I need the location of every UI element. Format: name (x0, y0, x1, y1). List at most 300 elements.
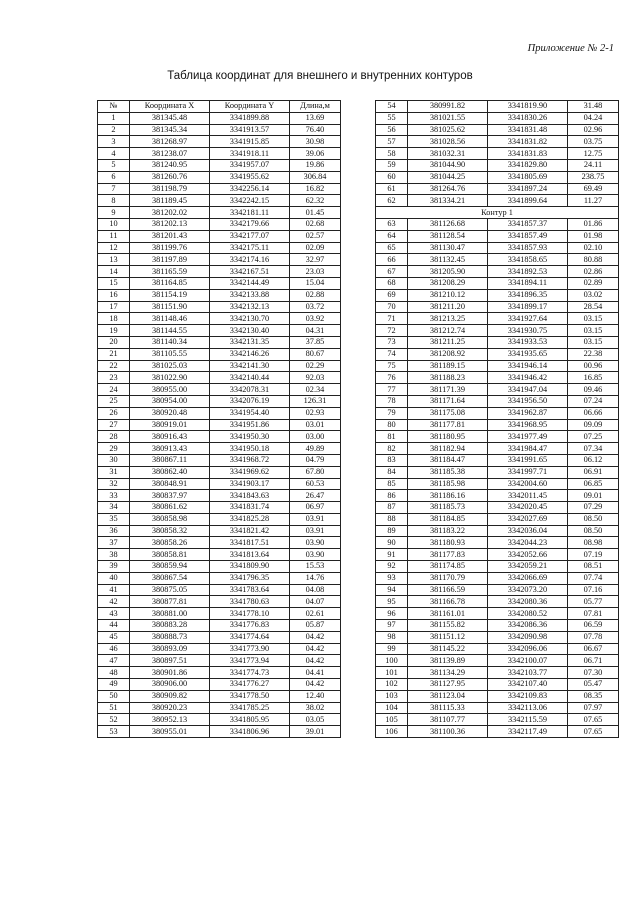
cell-number: 44 (98, 620, 130, 632)
cell-coord-x: 381115.33 (408, 702, 488, 714)
table-row (376, 714, 619, 726)
table-row (98, 207, 341, 219)
cell-length: 00.96 (568, 360, 619, 372)
cell-number: 39 (98, 561, 130, 573)
cell-length: 03.15 (568, 325, 619, 337)
table-row (376, 561, 619, 573)
cell-coord-x: 380991.82 (408, 101, 488, 113)
cell-length: 16.82 (290, 183, 341, 195)
table-row (376, 502, 619, 514)
cell-coord-y: 3341831.83 (488, 148, 568, 160)
cell-number: 88 (376, 513, 408, 525)
cell-coord-x: 381185.73 (408, 502, 488, 514)
cell-number: 27 (98, 419, 130, 431)
cell-length: 07.74 (568, 572, 619, 584)
cell-length: 04.31 (290, 325, 341, 337)
cell-coord-y: 3342073.20 (488, 584, 568, 596)
cell-length: 04.42 (290, 655, 341, 667)
cell-coord-y: 3341796.35 (210, 572, 290, 584)
cell-coord-x: 381021.55 (408, 112, 488, 124)
cell-coord-x: 381186.16 (408, 490, 488, 502)
cell-number: 49 (98, 679, 130, 691)
cell-coord-x: 381132.45 (408, 254, 488, 266)
cell-coord-y: 3342080.36 (488, 596, 568, 608)
cell-coord-x: 380893.09 (130, 643, 210, 655)
table-row (98, 171, 341, 183)
cell-length: 03.90 (290, 537, 341, 549)
cell-length: 76.40 (290, 124, 341, 136)
cell-coord-x: 381100.36 (408, 726, 488, 738)
table-row (376, 431, 619, 443)
cell-length: 126.31 (290, 395, 341, 407)
cell-number: 87 (376, 502, 408, 514)
cell-number: 18 (98, 313, 130, 325)
table-row (98, 525, 341, 537)
table-row (376, 124, 619, 136)
cell-coord-y: 3341969.62 (210, 466, 290, 478)
cell-number: 62 (376, 195, 408, 207)
cell-coord-x: 380867.11 (130, 454, 210, 466)
table-row (376, 419, 619, 431)
appendix-label: Приложение № 2-1 (527, 43, 614, 54)
cell-coord-y: 3341829.80 (488, 159, 568, 171)
cell-coord-y: 3341831.74 (210, 502, 290, 514)
table-row (98, 466, 341, 478)
cell-coord-x: 380913.43 (130, 443, 210, 455)
cell-coord-y: 3341858.65 (488, 254, 568, 266)
cell-coord-x: 380906.00 (130, 679, 210, 691)
cell-coord-y: 3341927.64 (488, 313, 568, 325)
cell-coord-x: 381022.90 (130, 372, 210, 384)
cell-number: 58 (376, 148, 408, 160)
cell-length: 03.90 (290, 549, 341, 561)
cell-coord-y: 3342144.49 (210, 277, 290, 289)
cell-coord-x: 380858.26 (130, 537, 210, 549)
cell-coord-y: 3342256.14 (210, 183, 290, 195)
cell-number: 35 (98, 513, 130, 525)
cell-coord-y: 3342174.16 (210, 254, 290, 266)
cell-coord-y: 3342130.40 (210, 325, 290, 337)
cell-coord-y: 3341817.51 (210, 537, 290, 549)
cell-length: 92.03 (290, 372, 341, 384)
cell-coord-y: 3342141.30 (210, 360, 290, 372)
cell-coord-x: 380875.05 (130, 584, 210, 596)
cell-number: 1 (98, 112, 130, 124)
cell-coord-y: 3342146.26 (210, 348, 290, 360)
cell-coord-y: 3341830.26 (488, 112, 568, 124)
cell-length: 05.77 (568, 596, 619, 608)
cell-number: 7 (98, 183, 130, 195)
table-row (98, 159, 341, 171)
cell-number: 31 (98, 466, 130, 478)
table-row (376, 643, 619, 655)
cell-coord-x: 380897.51 (130, 655, 210, 667)
cell-number: 67 (376, 266, 408, 278)
cell-coord-x: 381180.95 (408, 431, 488, 443)
cell-coord-x: 381161.01 (408, 608, 488, 620)
cell-length: 04.79 (290, 454, 341, 466)
cell-number: 3 (98, 136, 130, 148)
cell-number: 102 (376, 679, 408, 691)
cell-coord-x: 380862.40 (130, 466, 210, 478)
cell-number: 28 (98, 431, 130, 443)
cell-coord-y: 3341954.40 (210, 407, 290, 419)
cell-length: 09.01 (568, 490, 619, 502)
table-row (376, 289, 619, 301)
cell-coord-x: 381134.29 (408, 667, 488, 679)
cell-coord-y: 3341773.90 (210, 643, 290, 655)
cell-number: 91 (376, 549, 408, 561)
cell-length: 19.86 (290, 159, 341, 171)
table-row (376, 525, 619, 537)
cell-number: 9 (98, 207, 130, 219)
cell-coord-x: 380901.86 (130, 667, 210, 679)
cell-coord-x: 381184.47 (408, 454, 488, 466)
table-row (376, 384, 619, 396)
cell-coord-y: 3342107.40 (488, 679, 568, 691)
table-row (98, 395, 341, 407)
cell-coord-x: 381166.59 (408, 584, 488, 596)
table-row (98, 584, 341, 596)
cell-coord-y: 3342076.19 (210, 395, 290, 407)
cell-length: 02.34 (290, 384, 341, 396)
table-row (376, 254, 619, 266)
cell-length: 238.75 (568, 171, 619, 183)
cell-coord-y: 3341809.90 (210, 561, 290, 573)
table-row (376, 549, 619, 561)
cell-coord-x: 380955.01 (130, 726, 210, 738)
cell-length: 69.49 (568, 183, 619, 195)
cell-length: 06.59 (568, 620, 619, 632)
table-row (376, 266, 619, 278)
cell-number: 20 (98, 336, 130, 348)
table-row (376, 372, 619, 384)
cell-length: 31.48 (568, 101, 619, 113)
table-row (98, 277, 341, 289)
cell-number: 48 (98, 667, 130, 679)
table-row (98, 561, 341, 573)
cell-number: 11 (98, 230, 130, 242)
cell-coord-x: 381140.34 (130, 336, 210, 348)
cell-length: 12.75 (568, 148, 619, 160)
cell-length: 02.10 (568, 242, 619, 254)
cell-number: 38 (98, 549, 130, 561)
cell-coord-y: 3342036.04 (488, 525, 568, 537)
cell-length: 08.98 (568, 537, 619, 549)
table-row (98, 124, 341, 136)
cell-coord-x: 380848.91 (130, 478, 210, 490)
cell-coord-y: 3341997.71 (488, 466, 568, 478)
cell-length: 02.86 (568, 266, 619, 278)
cell-coord-x: 380920.48 (130, 407, 210, 419)
cell-length: 05.87 (290, 620, 341, 632)
cell-length: 02.96 (568, 124, 619, 136)
table-row (376, 148, 619, 160)
table-row (376, 136, 619, 148)
cell-coord-y: 3341950.30 (210, 431, 290, 443)
cell-length: 28.54 (568, 301, 619, 313)
cell-number: 57 (376, 136, 408, 148)
cell-length: 39.06 (290, 148, 341, 160)
cell-coord-x: 381211.25 (408, 336, 488, 348)
cell-coord-y: 3341897.24 (488, 183, 568, 195)
cell-length: 09.46 (568, 384, 619, 396)
cell-coord-x: 381130.47 (408, 242, 488, 254)
table-row (98, 407, 341, 419)
cell-length: 07.34 (568, 443, 619, 455)
cell-number: 106 (376, 726, 408, 738)
cell-coord-y: 3342181.11 (210, 207, 290, 219)
cell-coord-x: 381123.04 (408, 690, 488, 702)
cell-coord-y: 3342109.83 (488, 690, 568, 702)
cell-number: 50 (98, 690, 130, 702)
cell-coord-y: 3341783.64 (210, 584, 290, 596)
table-row (376, 171, 619, 183)
table-row (376, 466, 619, 478)
cell-coord-x: 381105.55 (130, 348, 210, 360)
cell-length: 06.66 (568, 407, 619, 419)
cell-number: 4 (98, 148, 130, 160)
cell-coord-y: 3341968.95 (488, 419, 568, 431)
cell-length: 03.00 (290, 431, 341, 443)
cell-length: 306.84 (290, 171, 341, 183)
cell-length: 07.65 (568, 714, 619, 726)
cell-length: 02.61 (290, 608, 341, 620)
cell-number: 22 (98, 360, 130, 372)
cell-number: 26 (98, 407, 130, 419)
table-header-row (98, 101, 341, 113)
table-row (98, 714, 341, 726)
cell-length: 06.97 (290, 502, 341, 514)
cell-coord-x: 380867.54 (130, 572, 210, 584)
cell-coord-y: 3341857.93 (488, 242, 568, 254)
cell-number: 14 (98, 266, 130, 278)
table-row (98, 254, 341, 266)
cell-coord-x: 381144.55 (130, 325, 210, 337)
cell-coord-y: 3342027.69 (488, 513, 568, 525)
cell-coord-y: 3342066.69 (488, 572, 568, 584)
cell-length: 06.67 (568, 643, 619, 655)
cell-length: 24.11 (568, 159, 619, 171)
cell-length: 80.67 (290, 348, 341, 360)
cell-length: 06.91 (568, 466, 619, 478)
cell-coord-x: 380858.98 (130, 513, 210, 525)
cell-coord-x: 381028.56 (408, 136, 488, 148)
cell-length: 22.38 (568, 348, 619, 360)
cell-coord-x: 381208.29 (408, 277, 488, 289)
cell-coord-x: 381151.12 (408, 631, 488, 643)
cell-coord-x: 381264.76 (408, 183, 488, 195)
table-row (376, 596, 619, 608)
cell-coord-x: 381197.89 (130, 254, 210, 266)
cell-number: 13 (98, 254, 130, 266)
cell-coord-x: 381183.22 (408, 525, 488, 537)
cell-coord-y: 3342080.52 (488, 608, 568, 620)
cell-coord-y: 3342179.66 (210, 218, 290, 230)
cell-coord-y: 3342052.66 (488, 549, 568, 561)
cell-number: 70 (376, 301, 408, 313)
page-title: Таблица координат для внешнего и внутренних контуров (167, 70, 473, 82)
cell-length: 67.80 (290, 466, 341, 478)
table-row (376, 395, 619, 407)
cell-coord-x: 381025.03 (130, 360, 210, 372)
cell-coord-x: 381345.34 (130, 124, 210, 136)
cell-number: 10 (98, 218, 130, 230)
cell-length: 16.85 (568, 372, 619, 384)
cell-coord-y: 3341894.11 (488, 277, 568, 289)
table-row (98, 360, 341, 372)
cell-coord-x: 380952.13 (130, 714, 210, 726)
cell-coord-y: 3342059.21 (488, 561, 568, 573)
cell-number: 68 (376, 277, 408, 289)
cell-number: 105 (376, 714, 408, 726)
cell-coord-y: 3342133.88 (210, 289, 290, 301)
cell-length: 08.51 (568, 561, 619, 573)
cell-number: 80 (376, 419, 408, 431)
cell-number: 2 (98, 124, 130, 136)
cell-length: 06.85 (568, 478, 619, 490)
table-row (98, 478, 341, 490)
cell-length: 04.42 (290, 643, 341, 655)
cell-coord-y: 3342167.51 (210, 266, 290, 278)
cell-coord-x: 381213.25 (408, 313, 488, 325)
cell-coord-x: 381148.46 (130, 313, 210, 325)
table-row (376, 655, 619, 667)
cell-coord-y: 3341977.49 (488, 431, 568, 443)
table-row (98, 325, 341, 337)
cell-length: 05.47 (568, 679, 619, 691)
table-row (98, 549, 341, 561)
cell-length: 03.92 (290, 313, 341, 325)
cell-coord-x: 381240.95 (130, 159, 210, 171)
cell-coord-x: 381151.90 (130, 301, 210, 313)
cell-length: 80.88 (568, 254, 619, 266)
cell-number: 81 (376, 431, 408, 443)
cell-coord-y: 3341774.73 (210, 667, 290, 679)
table-row (376, 667, 619, 679)
table-row (376, 584, 619, 596)
cell-coord-y: 3342140.44 (210, 372, 290, 384)
table-row (98, 112, 341, 124)
cell-coord-x: 381205.90 (408, 266, 488, 278)
table-row (98, 537, 341, 549)
cell-length: 04.42 (290, 631, 341, 643)
cell-number: 8 (98, 195, 130, 207)
cell-number: 29 (98, 443, 130, 455)
cell-coord-y: 3341773.94 (210, 655, 290, 667)
cell-coord-x: 381188.23 (408, 372, 488, 384)
cell-length: 02.57 (290, 230, 341, 242)
cell-coord-y: 3341896.35 (488, 289, 568, 301)
cell-length: 03.15 (568, 313, 619, 325)
cell-coord-x: 381154.19 (130, 289, 210, 301)
cell-coord-x: 381165.59 (130, 266, 210, 278)
table-row (98, 608, 341, 620)
table-row (98, 443, 341, 455)
cell-coord-y: 3342100.07 (488, 655, 568, 667)
cell-coord-x: 381025.62 (408, 124, 488, 136)
cell-coord-y: 3342115.59 (488, 714, 568, 726)
header-coord-y: Координата Y (210, 101, 290, 113)
table-row (98, 301, 341, 313)
cell-coord-y: 3342132.13 (210, 301, 290, 313)
cell-length: 02.68 (290, 218, 341, 230)
cell-length: 32.97 (290, 254, 341, 266)
cell-length: 07.19 (568, 549, 619, 561)
cell-coord-y: 3341785.25 (210, 702, 290, 714)
cell-coord-y: 3342020.45 (488, 502, 568, 514)
cell-number: 90 (376, 537, 408, 549)
cell-coord-y: 3341778.10 (210, 608, 290, 620)
cell-length: 03.15 (568, 336, 619, 348)
cell-coord-y: 3342113.06 (488, 702, 568, 714)
cell-coord-x: 381202.13 (130, 218, 210, 230)
cell-length: 04.08 (290, 584, 341, 596)
cell-coord-y: 3341984.47 (488, 443, 568, 455)
cell-number: 40 (98, 572, 130, 584)
table-row (376, 348, 619, 360)
cell-number: 24 (98, 384, 130, 396)
table-row (98, 620, 341, 632)
cell-coord-y: 3342242.15 (210, 195, 290, 207)
table-row (376, 360, 619, 372)
table-row (376, 277, 619, 289)
table-row (98, 289, 341, 301)
cell-number: 16 (98, 289, 130, 301)
contour-label: Контур 1 (376, 207, 619, 219)
cell-number: 34 (98, 502, 130, 514)
table-row (376, 313, 619, 325)
cell-coord-y: 3341946.42 (488, 372, 568, 384)
cell-number: 78 (376, 395, 408, 407)
cell-length: 26.47 (290, 490, 341, 502)
table-row (98, 384, 341, 396)
cell-coord-x: 380861.62 (130, 502, 210, 514)
cell-coord-y: 3341946.14 (488, 360, 568, 372)
cell-coord-y: 3342177.07 (210, 230, 290, 242)
cell-length: 02.93 (290, 407, 341, 419)
table-row (376, 183, 619, 195)
cell-number: 47 (98, 655, 130, 667)
cell-coord-y: 3341831.82 (488, 136, 568, 148)
cell-coord-y: 3341933.53 (488, 336, 568, 348)
cell-coord-x: 380858.81 (130, 549, 210, 561)
table-row (98, 702, 341, 714)
cell-coord-x: 381268.97 (130, 136, 210, 148)
cell-coord-x: 381044.25 (408, 171, 488, 183)
cell-coord-x: 381185.98 (408, 478, 488, 490)
cell-length: 37.85 (290, 336, 341, 348)
table-row (98, 596, 341, 608)
cell-coord-y: 3342117.49 (488, 726, 568, 738)
table-row (98, 631, 341, 643)
cell-number: 79 (376, 407, 408, 419)
cell-length: 07.78 (568, 631, 619, 643)
cell-coord-x: 381032.31 (408, 148, 488, 160)
cell-coord-y: 3341935.65 (488, 348, 568, 360)
cell-number: 52 (98, 714, 130, 726)
cell-number: 101 (376, 667, 408, 679)
cell-length: 08.35 (568, 690, 619, 702)
table-row (98, 419, 341, 431)
cell-coord-x: 381201.43 (130, 230, 210, 242)
cell-number: 32 (98, 478, 130, 490)
cell-coord-y: 3341915.85 (210, 136, 290, 148)
cell-coord-x: 380877.81 (130, 596, 210, 608)
cell-coord-y: 3341918.11 (210, 148, 290, 160)
cell-length: 14.76 (290, 572, 341, 584)
cell-number: 6 (98, 171, 130, 183)
